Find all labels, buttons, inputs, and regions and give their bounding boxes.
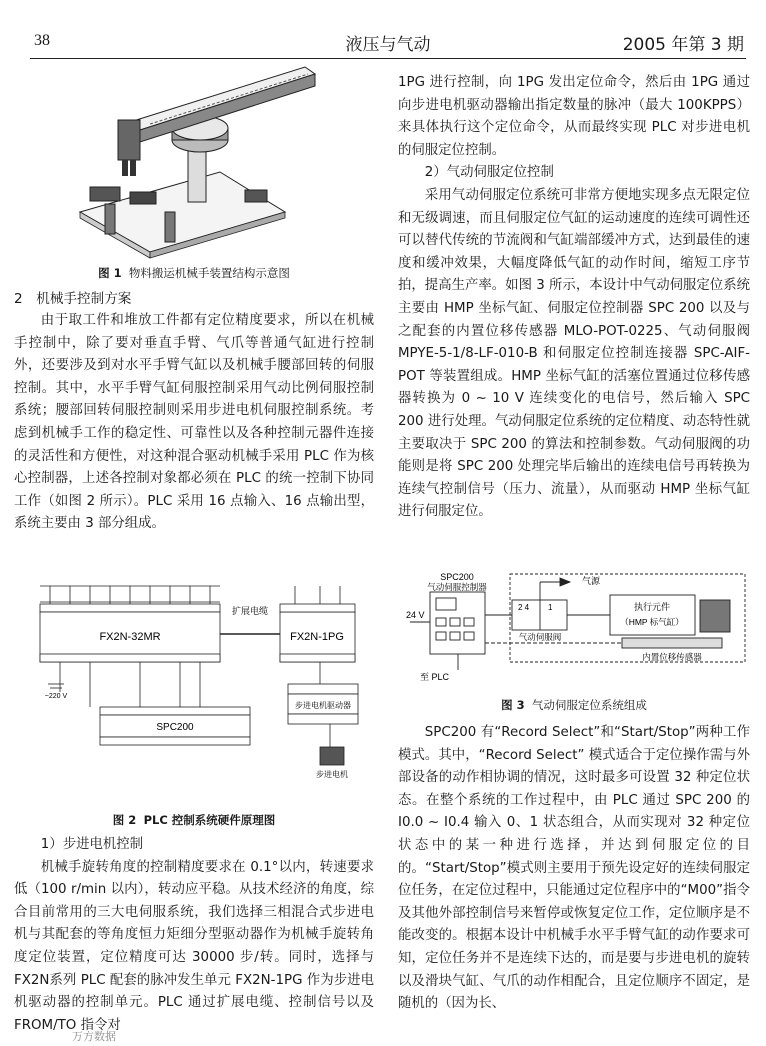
robot-arm-illustration: [70, 62, 360, 262]
subsection-1-para: 机械手旋转角度的控制精度要求在 0.1°以内，转速要求低（100 r/min 以内），转动应平稳。从技术经济的角度，综合目前常用的三大电伺服系统，我们选择三相混合式步进电机与其配套的等角度恒力矩细分型驱动器作为机械手旋转角度定位装置，定位精度可达 30000 步/转。同时，选择与 FX2N系列 PLC 配套的脉冲发生单元 FX2N-1PG 作为步进电机驱动器的控制单元。PLC 通过扩展电缆、控制信号以及 FROM/TO 指令对: [14, 859, 374, 1033]
modes-para: SPC200 有“Record Select”和“Start/Stop”两种工作模式。其中，“Record Select” 模式适合于定位操作需与外部设备的动作相协调的情况，这时最多可设置 32 种定位状态。在整个系统的工作过程中，由 PLC 通过 SPC 200 的 I0.0 ~ I0.4 输入 0、1 状态组合，从而实现对 32 种定位状态中的某一种进行选择，并达到伺服定位的目的。“Start/Stop”模式则主要用于预先设定好的连续伺服定位任务，在定位过程中，只能通过定位程序中的“M00”指令及其他外部控制信号来暂停或恢复定位工作，定位顺序是不能改变的。根据本设计中机械手水平手臂气缸的动作要求可知，定位任务并不是连续下达的，而是要与步进电机的旋转以及滑块气缸、气爪的动作相配合，且定位顺序不固定，是随机的（因为长、: [398, 725, 750, 1012]
figure-3: [400, 570, 750, 685]
plc-wiring-diagram: [30, 572, 365, 797]
controller-label-1: SPC200: [440, 572, 474, 582]
figure-2: [30, 572, 365, 797]
right-column-bottom: [398, 722, 750, 1016]
subsection-stepper: [14, 834, 374, 1037]
journal-title: 液压与气动: [345, 35, 431, 55]
page-header: [30, 28, 746, 59]
subsection-2-title: 2）气动伺服定位控制: [424, 165, 554, 181]
driver-label: 步进电机驱动器: [295, 701, 351, 710]
figure-3-text: 气动伺服定位系统组成: [531, 698, 647, 712]
figure-2-text: PLC 控制系统硬件原理图: [143, 813, 276, 827]
subsection-1-title: 1）步进电机控制: [40, 837, 144, 852]
air-source-label: 气源: [582, 576, 601, 586]
figure-1-text: 物料搬运机械手装置结构示意图: [128, 266, 290, 280]
voltage-label: ~220 V: [44, 693, 68, 700]
expansion-cable-label: 扩展电缆: [231, 606, 269, 616]
watermark: 万方数据: [72, 1030, 116, 1043]
to-plc-label: 至 PLC: [420, 672, 450, 682]
motor-label: 步进电机: [316, 770, 348, 779]
plc-label: FX2N-32MR: [99, 631, 161, 643]
servo-valve-label: 气动伺服阀: [518, 632, 562, 642]
figure-1: [70, 62, 360, 262]
section-2-para: 由于取工件和堆放工件都有定位精度要求，所以在机械手控制中，除了要对垂直手臂、气爪等普通气缸进行控制外，还要涉及到对水平手臂气缸以及机械手腰部回转的伺服控制。其中，水平手臂气缸伺服控制采用气动比例伺服控制系统；腰部回转伺服控制则采用步进电机伺服控制系统。考虑到机械手工作的稳定性、可靠性以及各种控制元器件连接的灵活性和方便性，对这种混合驱动机械手采用 PLC 作为核心控制器，上述各控制对象都必须在 PLC 的统一控制下协同工作（如图 2 所示）。PLC 采用 16 点输入、16 点输出型，系统主要由 3 部分组成。: [14, 313, 374, 532]
pneumatic-servo-diagram: [400, 570, 750, 685]
subsection-2-para: 采用气动伺服定位系统可非常方便地实现多点无限定位和无级调速，而且伺服定位气缸的运动速度的连续可调性还可以替代传统的节流阀和气缸端部缓冲方式，达到最佳的速度和缓冲效果，大幅度降低气缸的动作时间，缩短工序节拍，提高生产率。如图 3 所示，本设计中气动伺服定位系统主要由 HMP 坐标气缸、伺服定位控制器 SPC 200 以及与之配套的内置位移传感器 MLO-POT-0225、气动伺服阀 MPYE-5-1/8-LF-010-B 和伺服定位控制连接器 SPC-AIF-POT 等装置组成。HMP 坐标气缸的活塞位置通过位移传感器转换为 0 ~ 10 V 连续变化的电信号，然后输入 SPC 200 进行处理。气动伺服定位系统的定位精度、动态特性就主要取决于 SPC 200 的算法和控制参数。气动伺服阀的功能则是将 SPC 200 处理完毕后输出的连续电信号再转换为连续气控制信号（压力、流量），从而驱动 HMP 坐标气缸进行伺服定位。: [398, 187, 750, 520]
figure-1-caption: [14, 265, 374, 281]
section-2-title: 2 机械手控制方案: [14, 291, 132, 307]
issue-label: 2005 年第 3 期: [622, 35, 744, 55]
figure-3-label: 图 3: [501, 698, 525, 712]
figure-2-caption: [14, 812, 374, 828]
valve-port-24: 2 4: [518, 603, 530, 612]
figure-1-label: 图 1: [98, 266, 122, 280]
right-column-text: [398, 72, 750, 524]
spc200-label: SPC200: [156, 722, 194, 733]
figure-2-label: 图 2: [112, 813, 137, 827]
valve-port-1: 1: [548, 603, 553, 612]
figure-3-caption: [398, 697, 750, 713]
actuator-label-2: （HMP 标气缸）: [620, 617, 684, 627]
page-number: 38: [34, 32, 50, 49]
voltage-24v: 24 V: [406, 610, 425, 620]
section-2: [14, 288, 374, 536]
right-para-continued: 1PG 进行控制，向 1PG 发出定位命令，然后由 1PG 通过向步进电机驱动器输出指定数量的脉冲（最大 100KPPS）来具体执行这个定位命令，从而最终实现 PLC 对步进电机的伺服定位控制。: [398, 75, 750, 158]
pg-label: FX2N-1PG: [290, 631, 344, 643]
actuator-label-1: 执行元件: [633, 602, 671, 612]
sensor-label: 内置位移传感器: [642, 652, 702, 662]
controller-label-2: 气动伺服控制器: [427, 582, 487, 592]
